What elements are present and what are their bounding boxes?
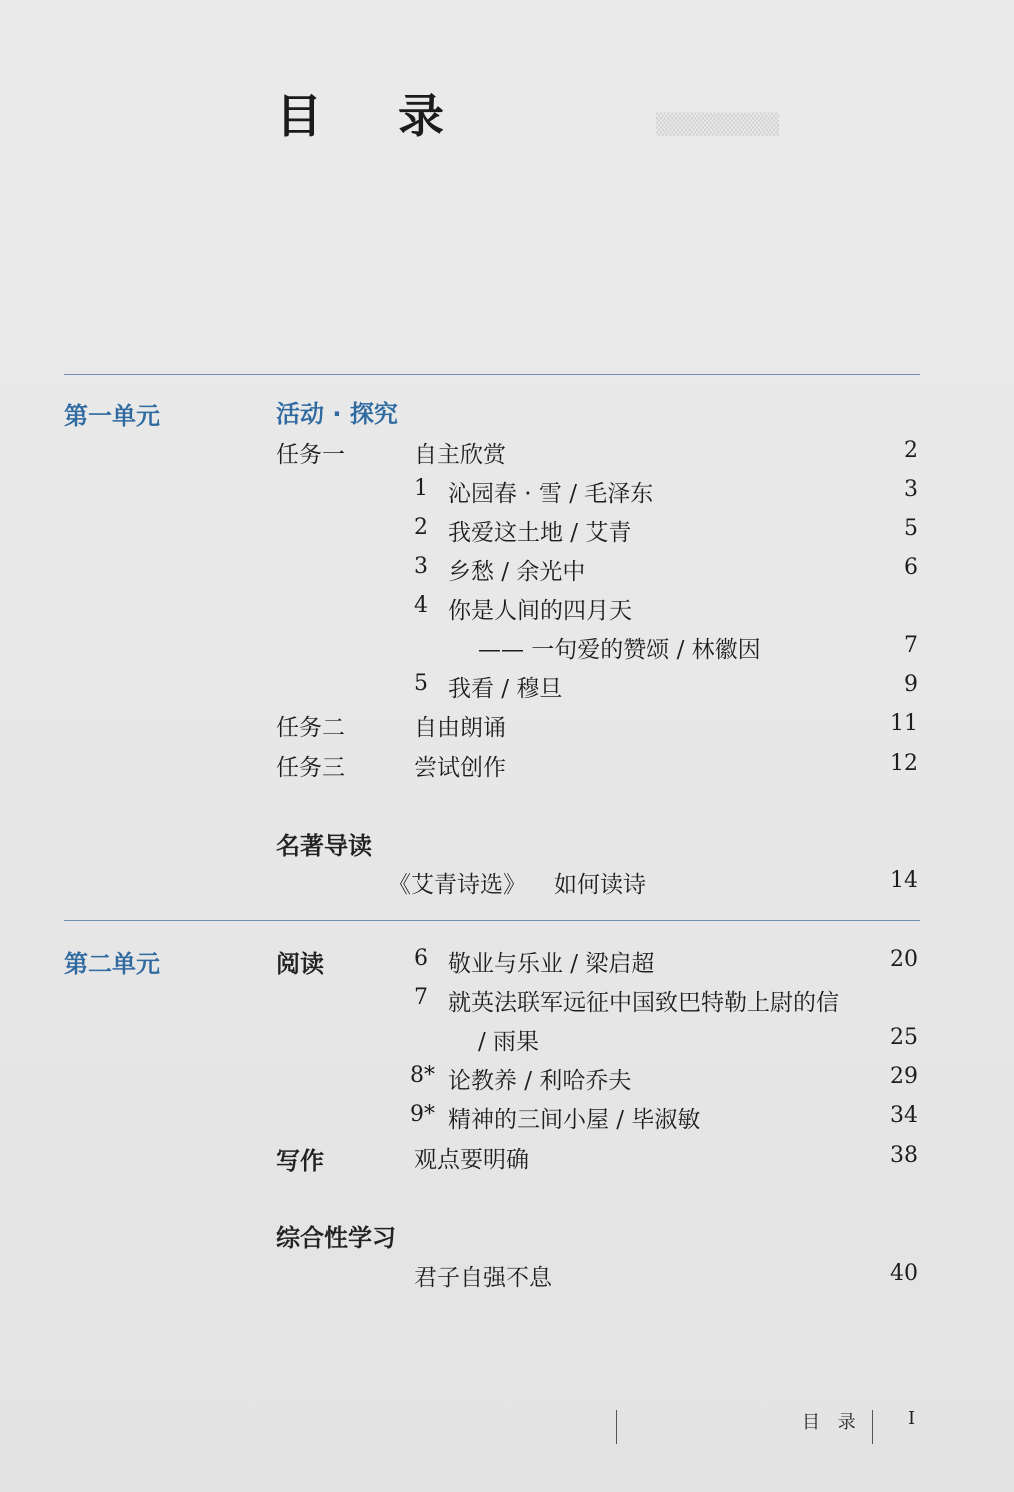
footer-label: 目 录 (802, 1412, 862, 1433)
lesson-number: 6 (414, 946, 428, 971)
lesson-title: 精神的三间小屋 / 毕淑敏 (448, 1107, 701, 1133)
comprehensive-label: 综合性学习 (276, 1224, 396, 1252)
lesson-title: 敬业与乐业 / 梁启超 (448, 951, 655, 977)
reading-guide-topic: 如何读诗 (554, 872, 646, 898)
section-reading-label: 阅读 (276, 950, 324, 978)
page-number: 7 (904, 633, 918, 658)
lesson-number: 9* (410, 1102, 435, 1127)
writing-label: 写作 (276, 1147, 324, 1175)
page-number: 40 (890, 1261, 918, 1286)
lesson-subtitle: —— 一句爱的赞颂 / 林徽因 (478, 637, 761, 663)
lesson-number: 4 (414, 593, 428, 618)
lesson-title: 论教养 / 利哈乔夫 (448, 1068, 632, 1094)
unit-label: 第一单元 (64, 402, 160, 430)
lesson-number: 1 (414, 476, 428, 501)
unit-divider (64, 920, 920, 921)
page-number: 3 (904, 477, 918, 502)
comprehensive-title: 君子自强不息 (414, 1265, 552, 1291)
reading-guide-label: 名著导读 (276, 832, 372, 860)
page-number: 14 (890, 868, 918, 893)
lesson-title: 就英法联军远征中国致巴特勒上尉的信 (448, 990, 839, 1016)
page-number: 2 (904, 438, 918, 463)
lesson-number: 2 (414, 515, 428, 540)
unit-label: 第二单元 (64, 950, 160, 978)
task-label: 任务三 (276, 755, 345, 781)
page-number: 6 (904, 555, 918, 580)
lesson-number: 3 (414, 554, 428, 579)
task-title: 自由朗诵 (414, 715, 506, 741)
lesson-title: 我爱这土地 / 艾青 (448, 520, 632, 546)
lesson-title: 乡愁 / 余光中 (448, 559, 586, 585)
reading-guide-book: 《艾青诗选》 (388, 872, 526, 898)
page-number: 34 (890, 1103, 918, 1128)
lesson-number: 7 (414, 985, 428, 1010)
task-label: 任务二 (276, 715, 345, 741)
task-title: 尝试创作 (414, 755, 506, 781)
page-number: 5 (904, 516, 918, 541)
task-label: 任务一 (276, 442, 345, 468)
task-title: 自主欣赏 (414, 442, 506, 468)
footer-page-number: I (908, 1408, 916, 1429)
page-number: 25 (890, 1025, 918, 1050)
page-number: 12 (890, 751, 918, 776)
page-number: 11 (890, 711, 918, 736)
page-number: 38 (890, 1143, 918, 1168)
lesson-subtitle: / 雨果 (478, 1029, 540, 1055)
lesson-title: 你是人间的四月天 (448, 598, 632, 624)
lesson-number: 5 (414, 671, 428, 696)
writing-title: 观点要明确 (414, 1147, 529, 1173)
section-title: 活动 · 探究 (276, 400, 398, 428)
lesson-title: 我看 / 穆旦 (448, 676, 563, 702)
footer-divider (616, 1410, 617, 1444)
lesson-number: 8* (410, 1063, 435, 1088)
page-number: 29 (890, 1064, 918, 1089)
page-number: 9 (904, 672, 918, 697)
page-title: 目 录 (276, 89, 475, 143)
unit-divider (64, 374, 920, 375)
page-number: 20 (890, 947, 918, 972)
bleed-through-decoration: ▒▒▒▒▒▒▒▒ (656, 112, 780, 136)
lesson-title: 沁园春 · 雪 / 毛泽东 (448, 481, 654, 507)
footer-divider (872, 1410, 873, 1444)
